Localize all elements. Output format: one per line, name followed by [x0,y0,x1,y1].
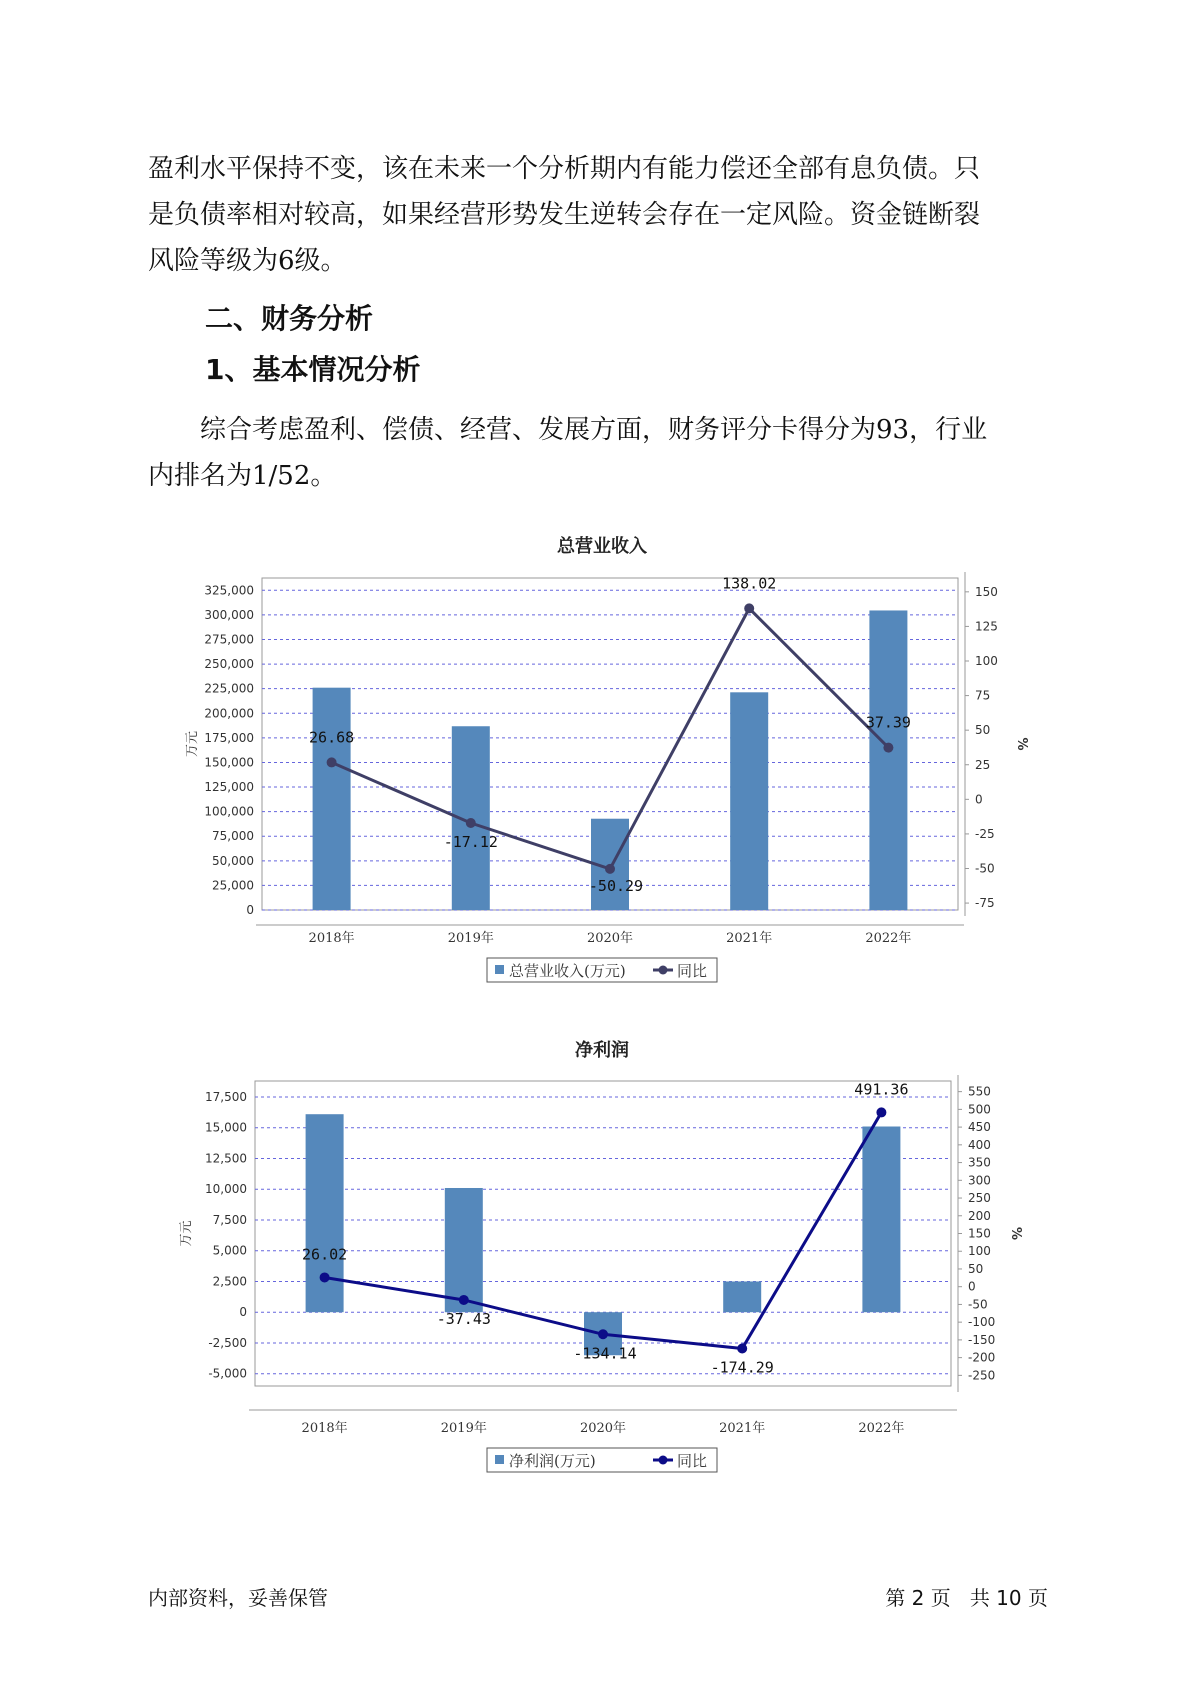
y-tick-label: 175,000 [204,730,254,745]
y-tick-label: 325,000 [204,583,254,598]
legend-line-marker [659,966,668,975]
y2-tick-label: 150 [968,1226,991,1241]
y2-tick-label: 50 [975,723,991,738]
yoy-point [320,1272,330,1282]
bar [445,1188,483,1312]
y2-tick-label: -100 [968,1315,996,1330]
y-tick-label: 300,000 [204,607,254,622]
y2-tick-label: -150 [968,1332,996,1347]
chart-title: 总营业收入 [557,536,647,557]
x-tick-label: 2020年 [579,1421,627,1436]
yoy-data-label: -37.43 [436,1309,491,1328]
y2-tick-label: -50 [968,1297,988,1312]
y-tick-label: 50,000 [212,853,254,868]
y2-tick-label: 150 [975,584,998,599]
yoy-point [598,1329,608,1339]
y2-tick-label: 0 [968,1279,976,1294]
y-tick-label: 17,500 [205,1089,247,1104]
y-axis-title: 万元 [179,1220,194,1247]
y2-tick-label: 550 [968,1084,991,1099]
bar [723,1281,761,1312]
legend-line-label: 同比 [677,962,708,980]
section-heading: 二、财务分析 [205,302,374,335]
y-tick-label: 250,000 [204,657,254,672]
yoy-data-label: 37.39 [865,713,911,732]
yoy-data-label: -134.14 [573,1344,637,1363]
y2-axis-title: % [1008,1226,1023,1241]
bar [862,1127,900,1313]
yoy-data-label: -17.12 [443,833,498,852]
paragraph-scorecard [148,407,1048,499]
y-tick-label: -5,000 [208,1366,247,1381]
x-tick-label: 2019年 [440,1421,487,1436]
x-tick-label: 2021年 [726,931,773,946]
legend-bar-label: 总营业收入(万元) [509,962,626,980]
x-tick-label: 2018年 [301,1421,348,1436]
yoy-data-label: 491.36 [854,1080,909,1099]
y2-tick-label: 0 [975,792,983,807]
y-tick-label: 10,000 [205,1182,247,1197]
subsection-heading: 1、基本情况分析 [205,353,421,386]
x-tick-label: 2019年 [447,931,494,946]
y-tick-label: 150,000 [204,755,254,770]
chart-legend [487,958,717,982]
y-tick-label: 2,500 [212,1274,247,1289]
yoy-data-label: -174.29 [710,1358,774,1377]
footer-confidential: 内部资料，妥善保管 [148,1586,328,1610]
yoy-data-label: 138.02 [722,574,777,593]
y-tick-label: 225,000 [204,681,254,696]
y-tick-label: 7,500 [212,1212,247,1227]
y2-tick-label: 300 [968,1173,991,1188]
yoy-data-label: 26.02 [302,1245,348,1264]
y-axis-title: 万元 [185,730,200,758]
net-profit-chart [0,1026,1191,1496]
y-tick-label: 125,000 [204,780,254,795]
text-line: 是负债率相对较高，如果经营形势发生逆转会存在一定风险。资金链断裂 [148,200,981,230]
text-line: 综合考虑盈利、偿债、经营、发展方面，财务评分卡得分为93，行业 [200,415,988,445]
y-tick-label: 15,000 [205,1120,247,1135]
paragraph-conclusion [148,146,1048,284]
y2-axis-title: % [1014,737,1029,751]
yoy-point [466,818,476,828]
y2-tick-label: 450 [968,1120,991,1135]
text-line: 内排名为1/52。 [148,461,337,491]
y2-tick-label: -50 [975,861,995,876]
y2-tick-label: -200 [968,1350,996,1365]
y-tick-label: 100,000 [204,804,254,819]
y-tick-label: 0 [239,1305,247,1320]
yoy-point [737,1344,747,1354]
yoy-point [744,603,754,613]
text-line: 盈利水平保持不变，该在未来一个分析期内有能力偿还全部有息负债。只 [148,154,981,184]
x-tick-label: 2021年 [719,1421,766,1436]
bar [730,692,768,910]
x-tick-label: 2020年 [586,931,634,946]
yoy-point [605,864,615,874]
y-tick-label: 75,000 [212,829,254,844]
y-tick-label: 275,000 [204,632,254,647]
y2-tick-label: 250 [968,1191,991,1206]
legend-line-label: 同比 [677,1452,708,1470]
yoy-point [876,1107,886,1117]
bar [869,610,907,910]
y2-tick-label: 75 [975,688,991,703]
yoy-point [883,743,893,753]
chart-legend [487,1448,717,1472]
y2-tick-label: 500 [968,1102,991,1117]
y-tick-label: 5,000 [212,1243,247,1258]
legend-bar-label: 净利润(万元) [509,1452,596,1470]
footer-page-number: 第 2 页 共 10 页 [885,1586,1048,1610]
y2-tick-label: 200 [968,1208,991,1223]
y-tick-label: -2,500 [208,1335,247,1350]
y2-tick-label: -250 [968,1368,996,1383]
yoy-point [459,1295,469,1305]
y-tick-label: 12,500 [205,1151,247,1166]
y2-tick-label: 350 [968,1155,991,1170]
bar [313,688,351,910]
y-tick-label: 200,000 [204,706,254,721]
y-tick-label: 25,000 [212,878,254,893]
y2-tick-label: 100 [975,654,998,668]
x-tick-label: 2018年 [308,931,355,946]
x-tick-label: 2022年 [858,1421,905,1436]
y2-tick-label: 25 [975,757,991,772]
legend-bar-swatch [495,1455,504,1464]
text-line: 风险等级为6级。 [148,246,347,276]
x-tick-label: 2022年 [865,931,912,946]
y2-tick-label: 125 [975,619,998,634]
y2-tick-label: -75 [975,896,995,911]
revenue-chart [0,520,1191,1000]
chart-title: 净利润 [575,1040,629,1061]
yoy-point [327,757,337,767]
yoy-data-label: 26.68 [309,728,355,747]
y2-tick-label: -25 [975,826,995,841]
yoy-data-label: -50.29 [588,876,644,895]
y2-tick-label: 100 [968,1244,991,1259]
y-tick-label: 0 [246,903,254,917]
y2-tick-label: 400 [968,1137,991,1152]
bar [306,1114,344,1312]
legend-line-marker [659,1456,668,1465]
y2-tick-label: 50 [968,1261,984,1276]
legend-bar-swatch [495,965,504,974]
